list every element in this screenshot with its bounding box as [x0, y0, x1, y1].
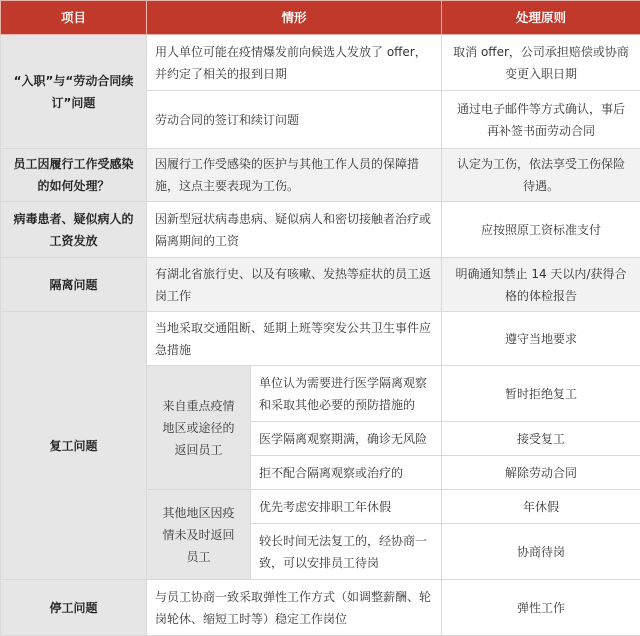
principle-refuse-quarantine: 解除劳动合同	[442, 456, 640, 490]
principle-work-injury: 认定为工伤，依法享受工伤保险待遇。	[442, 149, 640, 202]
situation-offer: 用人单位可能在疫情爆发前向候选人发放了 offer，并约定了相关的报到日期	[147, 35, 442, 91]
principle-contract: 通过电子邮件等方式确认，事后再补签书面劳动合同	[442, 91, 640, 149]
item-wages: 病毒患者、疑似病人的工资发放	[1, 202, 147, 258]
situation-refuse-quarantine: 拒不配合隔离观察或治疗的	[251, 456, 442, 490]
table-row	[1, 35, 640, 91]
principle-wages: 应按照原工资标准支付	[442, 202, 640, 258]
situation-wages: 因新型冠状病毒患病、疑似病人和密切接触者治疗或隔离期间的工资	[147, 202, 442, 258]
item-suspension: 停工问题	[1, 580, 147, 636]
principle-local-measures: 遵守当地要求	[442, 312, 640, 366]
item-isolation: 隔离问题	[1, 258, 147, 312]
key-area-label: 来自重点疫情地区或途径的返回员工	[147, 366, 251, 490]
situation-annual-leave: 优先考虑安排职工年休假	[251, 490, 442, 524]
header-row	[1, 1, 640, 35]
item-work-injury: 员工因履行工作受感染的如何处理？	[1, 149, 147, 202]
principle-standby: 协商待岗	[442, 524, 640, 580]
item-onboarding: “入职”与“劳动合同续订”问题	[1, 35, 147, 149]
principle-suspension: 弹性工作	[442, 580, 640, 636]
header-situation: 情形	[147, 1, 442, 35]
table-row	[1, 202, 640, 258]
table-row	[1, 580, 640, 636]
other-area-label: 其他地区因疫情未及时返回员工	[147, 490, 251, 580]
situation-local-measures: 当地采取交通阻断、延期上班等突发公共卫生事件应急措施	[147, 312, 442, 366]
situation-quarantine-done: 医学隔离观察期满，确诊无风险	[251, 422, 442, 456]
situation-quarantine-needed: 单位认为需要进行医学隔离观察和采取其他必要的预防措施的	[251, 366, 442, 422]
principle-isolation: 明确通知禁止 14 天以内/获得合格的体检报告	[442, 258, 640, 312]
situation-isolation: 有湖北省旅行史、以及有咳嗽、发热等症状的员工返岗工作	[147, 258, 442, 312]
item-resume: 复工问题	[1, 312, 147, 580]
table-row	[1, 258, 640, 312]
table-row	[1, 312, 640, 366]
principle-annual-leave: 年休假	[442, 490, 640, 524]
principle-offer: 取消 offer，公司承担赔偿或协商变更入职日期	[442, 35, 640, 91]
principle-quarantine-needed: 暂时拒绝复工	[442, 366, 640, 422]
header-principle: 处理原则	[442, 1, 640, 35]
situation-contract: 劳动合同的签订和续订问题	[147, 91, 442, 149]
situation-work-injury: 因履行工作受感染的医护与其他工作人员的保障措施，这点主要表现为工伤。	[147, 149, 442, 202]
situation-suspension: 与员工协商一致采取弹性工作方式（如调整薪酬、轮岗轮休、缩短工时等）稳定工作岗位	[147, 580, 442, 636]
principle-quarantine-done: 接受复工	[442, 422, 640, 456]
table-row	[1, 149, 640, 202]
header-item: 项目	[1, 1, 147, 35]
situation-standby: 较长时间无法复工的，经协商一致，可以安排员工待岗	[251, 524, 442, 580]
